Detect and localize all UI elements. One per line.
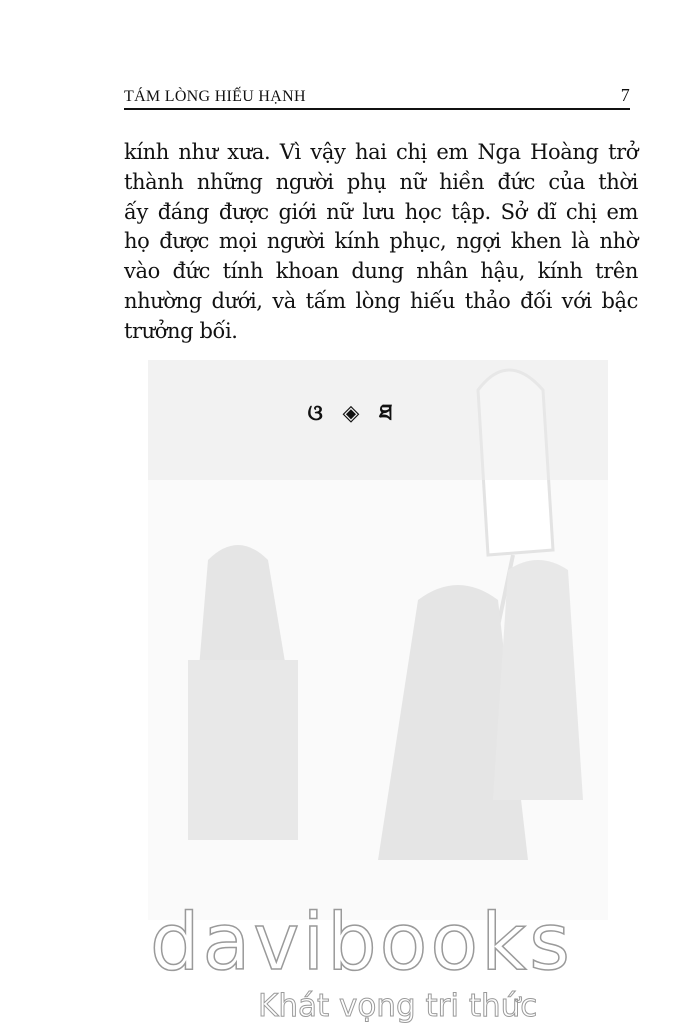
page-header — [124, 80, 630, 106]
text-line: trưởng bối. — [124, 318, 238, 343]
body-paragraph — [124, 138, 638, 347]
running-title: TÁM LÒNG HIẾU HẠNH — [124, 88, 306, 105]
watermark-tagline: Khát vọng tri thức — [258, 988, 538, 1024]
publisher-watermark — [150, 898, 573, 1026]
text-line: họ được mọi người kính phục, ngợi khen là nhờ — [124, 229, 638, 254]
ornament-left-icon: ଓ — [307, 401, 323, 426]
page-number: 7 — [620, 85, 630, 105]
text-line: thành những người phụ nữ hiền đức của thời — [124, 169, 638, 194]
text-line: vào đức tính khoan dung nhân hậu, kính trên — [124, 259, 638, 284]
section-ornament — [0, 388, 700, 450]
watermark-brand: davibooks — [150, 898, 573, 988]
text-line: kính như xưa. Vì vậy hai chị em Nga Hoàng trở — [124, 140, 638, 164]
text-line: nhường dưới, và tấm lòng hiếu thảo đối với bậc — [124, 288, 638, 313]
text-line: ấy đáng được giới nữ lưu học tập. Sở dĩ chị em — [124, 199, 638, 224]
ornament-right-icon: ཐ — [379, 401, 393, 426]
ornament-diamond-icon: ◈ — [342, 401, 360, 426]
header-rule — [124, 108, 630, 110]
